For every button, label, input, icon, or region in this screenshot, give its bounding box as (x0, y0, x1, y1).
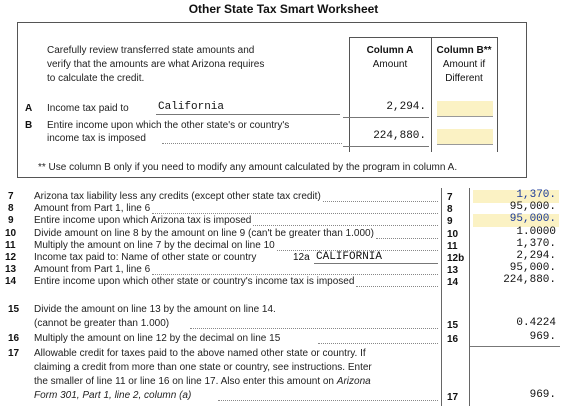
line-16-value[interactable]: 969. (529, 331, 556, 343)
line-12-inline-label: 12a (293, 252, 310, 263)
row-a-amount-underline (343, 117, 429, 118)
row-b-letter: B (25, 120, 33, 131)
line-15-text-1: Divide the amount on line 13 by the amount on line 14. (34, 304, 276, 315)
line-14-text: Entire income upon which other state or country's income tax is imposed (34, 276, 355, 287)
line-17-text-2: claiming a credit from more than one state or country, see instructions. Enter (34, 362, 372, 373)
line-15-text-2: (cannot be greater than 1.000) (34, 318, 170, 329)
row-a-state-field[interactable]: California (158, 101, 225, 113)
line-12-value[interactable]: 2,294. (516, 250, 556, 262)
line-17-text-1: Allowable credit for taxes paid to the above named other state or country. If (34, 348, 366, 359)
line-7-text: Arizona tax liability less any credits (except other state tax credit) (34, 191, 321, 202)
column-divider-b-right (497, 37, 498, 152)
row-b-label-line-1: Entire income upon which the other state's or country's (47, 120, 290, 131)
line-11-text: Multiply the amount on line 7 by the decimal on line 10 (34, 240, 275, 251)
column-b-subtitle-1: Amount if (442, 59, 486, 70)
line-7-number: 7 (8, 191, 14, 202)
line-12-ref: 12b (447, 253, 465, 264)
line-12-text: Income tax paid to: Name of other state or country (34, 252, 257, 263)
intro-line-3: to calculate the credit. (47, 73, 145, 84)
line-9-number: 9 (8, 215, 14, 226)
line-15-number: 15 (8, 304, 20, 315)
row-b-column-b-input[interactable] (437, 129, 493, 145)
row-b-column-a-amount[interactable]: 224,880. (373, 130, 426, 142)
line-9-ref: 9 (447, 216, 453, 227)
line-11-value[interactable]: 1,370. (516, 238, 556, 250)
ref-column-right-rule (469, 188, 470, 406)
line-17-text-4: Form 301, Part 1, line 2, column (a) (34, 390, 192, 401)
line-13-leader-dots (152, 274, 438, 275)
row-a-state-underline (156, 114, 340, 115)
row-b-leader-dots (162, 143, 342, 144)
column-a-subtitle: Amount (372, 59, 408, 70)
line-12-number: 12 (5, 252, 17, 263)
line-10-text: Divide amount on line 8 by the amount on line 9 (can't be greater than 1.000) (34, 228, 374, 239)
line-15-value[interactable]: 0.4224 (516, 317, 556, 329)
row-a-column-a-amount[interactable]: 2,294. (386, 101, 426, 113)
column-header-top-rule (349, 37, 498, 38)
line-8-value[interactable]: 95,000. (509, 201, 556, 213)
line-7-ref: 7 (447, 192, 453, 203)
line-17-leader-dots (218, 400, 438, 401)
column-b-subtitle-2: Different (445, 73, 483, 84)
ref-column-left-rule (441, 188, 442, 406)
line-8-leader-dots (152, 213, 438, 214)
line-12-state-name-field[interactable]: CALIFORNIA (316, 251, 383, 263)
line-10-leader-dots (376, 238, 438, 239)
line-10-ref: 10 (447, 229, 459, 240)
line-16-ref: 16 (447, 334, 459, 345)
line-7-leader-dots (323, 201, 438, 202)
line-17-text-3 (34, 376, 371, 387)
line-17-ref: 17 (447, 392, 459, 403)
line-9-value[interactable]: 95,000. (509, 213, 556, 225)
column-b-footnote: ** Use column B only if you need to modify any amount calculated by the program in column A. (38, 162, 458, 173)
line-16-number: 16 (8, 333, 20, 344)
line-17-number: 17 (8, 348, 20, 359)
line-14-ref: 14 (447, 277, 459, 288)
column-a-title: Column A (366, 45, 414, 56)
line-13-number: 13 (5, 264, 17, 275)
line-14-value[interactable]: 224,880. (503, 274, 556, 286)
line-16-leader-dots (318, 343, 438, 344)
line-15-leader-dots (190, 328, 438, 329)
line-14-leader-dots (356, 286, 438, 287)
line-8-number: 8 (8, 203, 14, 214)
line-11-ref: 11 (447, 241, 458, 252)
line-11-number: 11 (5, 240, 16, 251)
line-17-text-3-italic: Arizona (336, 376, 371, 387)
row-a-column-b-input[interactable] (437, 101, 493, 117)
row-b-amount-underline (343, 146, 429, 147)
row-a-label: Income tax paid to (47, 103, 129, 114)
line-17-text-3-main: the smaller of line 11 or line 16 on line 17. Also enter this amount on (34, 376, 334, 387)
line-10-number: 10 (5, 228, 17, 239)
worksheet-title: Other State Tax Smart Worksheet (188, 2, 379, 16)
line-17-value[interactable]: 969. (529, 389, 556, 401)
line-9-leader-dots (253, 225, 438, 226)
row-b-label-line-2: income tax is imposed (47, 133, 146, 144)
line-16-text: Multiply the amount on line 12 by the decimal on line 15 (34, 333, 281, 344)
row-a-letter: A (25, 103, 33, 114)
line-7-value[interactable]: 1,370. (516, 189, 556, 201)
line-15-ref: 15 (447, 320, 459, 331)
line-9-text: Entire income upon which Arizona tax is imposed (34, 215, 252, 226)
line-10-value[interactable]: 1.0000 (516, 226, 556, 238)
line-16-underline (470, 346, 560, 347)
line-12-state-name-underline (314, 263, 438, 264)
intro-line-1: Carefully review transferred state amounts and (47, 45, 255, 56)
line-8-text: Amount from Part 1, line 6 (34, 203, 151, 214)
line-13-ref: 13 (447, 265, 459, 276)
intro-line-2: verify that the amounts are what Arizona requires (47, 59, 265, 70)
line-13-value[interactable]: 95,000. (509, 262, 556, 274)
line-13-text: Amount from Part 1, line 6 (34, 264, 151, 275)
column-b-title: Column B** (436, 45, 492, 56)
line-14-number: 14 (5, 276, 17, 287)
line-8-ref: 8 (447, 204, 453, 215)
